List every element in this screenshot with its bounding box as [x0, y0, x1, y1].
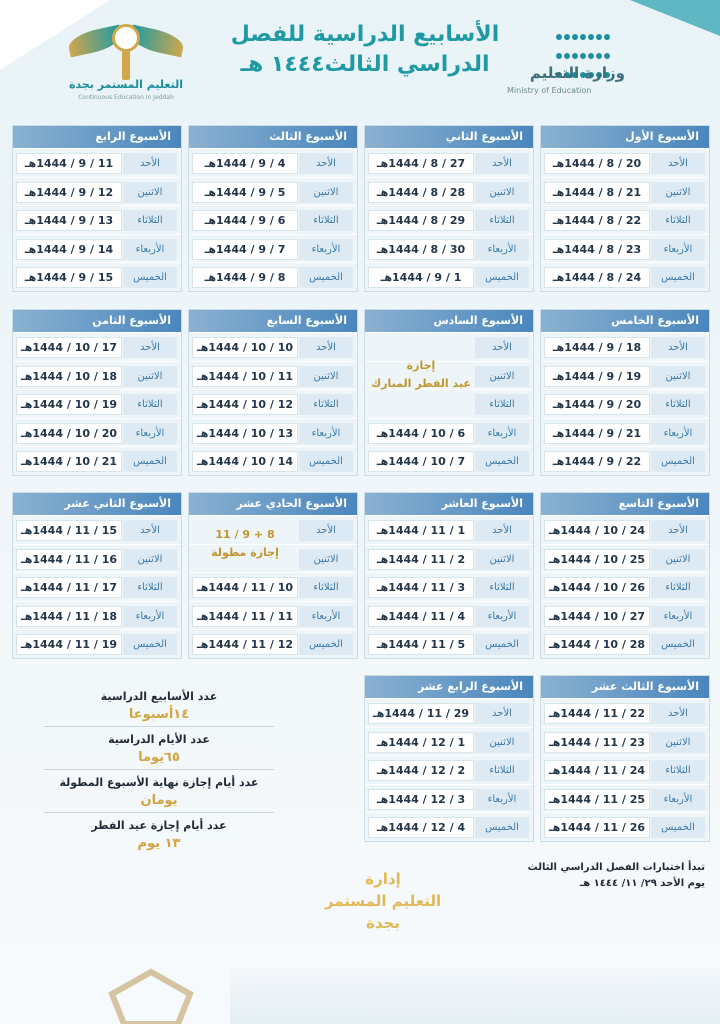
hijri-date: 21 / 8 / 1444هـ: [544, 182, 650, 203]
hijri-date: 28 / 8 / 1444هـ: [368, 182, 474, 203]
hijri-date: 11 / 10 / 1444هـ: [192, 366, 298, 387]
continuous-education-logo: [62, 14, 190, 104]
day-row: [365, 205, 533, 234]
week-title: الأسبوع العاشر: [365, 493, 533, 515]
day-row: [365, 148, 533, 177]
day-name: الاثنين: [475, 732, 529, 753]
hijri-date: 17 / 10 / 1444هـ: [16, 337, 122, 358]
hijri-date: 18 / 10 / 1444هـ: [16, 366, 122, 387]
hijri-date: 22 / 9 / 1444هـ: [544, 451, 650, 472]
day-name: الأربعاء: [651, 423, 705, 444]
day-name: الأربعاء: [651, 239, 705, 260]
stat-label: عدد أيام إجازة نهاية الأسبوع المطولة: [59, 776, 259, 789]
hijri-date: 14 / 9 / 1444هـ: [16, 239, 122, 260]
hijri-date: 26 / 11 / 1444هـ: [544, 817, 650, 838]
week-block: [364, 309, 534, 476]
week-title: الأسبوع الثاني عشر: [13, 493, 181, 515]
day-row: [13, 418, 181, 447]
day-name: الاثنين: [475, 549, 529, 570]
exams-note-line1: تبدأ اختبارات الفصل الدراسي الثالث: [527, 862, 705, 873]
day-name: الاثنين: [299, 182, 353, 203]
hijri-date: 14 / 10 / 1444هـ: [192, 451, 298, 472]
day-name: الثلاثاء: [299, 577, 353, 598]
day-row: [189, 148, 357, 177]
day-name: الثلاثاء: [123, 577, 177, 598]
hijri-date: 21 / 9 / 1444هـ: [544, 423, 650, 444]
ministry-dots-icon: [555, 26, 621, 56]
logo-circle-icon: [112, 24, 140, 52]
hijri-date: 1 / 12 / 1444هـ: [368, 732, 474, 753]
week-block: [364, 125, 534, 292]
week-block: [540, 309, 710, 476]
admin-line3: بجدة: [366, 914, 400, 932]
day-row: [13, 629, 181, 658]
hijri-date: 23 / 8 / 1444هـ: [544, 239, 650, 260]
hijri-date: 23 / 11 / 1444هـ: [544, 732, 650, 753]
hijri-date: 19 / 10 / 1444هـ: [16, 394, 122, 415]
hijri-date: 21 / 10 / 1444هـ: [16, 451, 122, 472]
day-row: [365, 629, 533, 658]
day-row: [365, 755, 533, 784]
hijri-date: 20 / 9 / 1444هـ: [544, 394, 650, 415]
hijri-date: 6 / 10 / 1444هـ: [368, 423, 474, 444]
day-row: [13, 332, 181, 361]
day-row: [189, 389, 357, 418]
day-row: [365, 784, 533, 813]
day-row: [365, 727, 533, 756]
holiday-note-line2: إجازة مطولة: [211, 545, 279, 559]
footer-band: [230, 968, 720, 1024]
stat-label: عدد الأيام الدراسية: [108, 733, 210, 746]
hijri-date: 16 / 11 / 1444هـ: [16, 549, 122, 570]
day-row: [13, 572, 181, 601]
week-block: [364, 675, 534, 842]
day-row: [541, 698, 709, 727]
stat-eid-holiday: [44, 817, 274, 855]
hijri-date: 18 / 11 / 1444هـ: [16, 606, 122, 627]
day-name: الأربعاء: [123, 606, 177, 627]
hijri-date: 3 / 12 / 1444هـ: [368, 789, 474, 810]
day-name: الاثنين: [475, 366, 529, 387]
day-row: [541, 572, 709, 601]
day-name: الخميس: [651, 634, 705, 655]
hijri-date: 28 / 10 / 1444هـ: [544, 634, 650, 655]
hijri-date: 5 / 11 / 1444هـ: [368, 634, 474, 655]
page-title-line1: الأسابيع الدراسية للفصل: [230, 22, 500, 47]
stat-value: يومان: [140, 793, 178, 808]
holiday-note-line1: إجازة: [406, 358, 436, 372]
hijri-date: 19 / 11 / 1444هـ: [16, 634, 122, 655]
day-name: الثلاثاء: [651, 210, 705, 231]
day-row: [541, 727, 709, 756]
ministry-name-english: Ministry of Education: [507, 86, 592, 95]
day-row: [541, 418, 709, 447]
day-name: الاثنين: [123, 549, 177, 570]
day-name: الاثنين: [123, 366, 177, 387]
day-name: الخميس: [475, 817, 529, 838]
day-name: الأحد: [299, 520, 353, 541]
day-row: [13, 234, 181, 263]
stat-weeks: [44, 688, 274, 727]
hijri-date: 17 / 11 / 1444هـ: [16, 577, 122, 598]
day-row: [365, 234, 533, 263]
admin-line1: إدارة: [365, 870, 401, 888]
page-title-line2: الدراسي الثالث١٤٤٤ هـ: [240, 52, 490, 77]
day-row: [541, 332, 709, 361]
holiday-note: [192, 526, 298, 562]
ministry-logo: [505, 22, 625, 102]
week-block: [12, 309, 182, 476]
day-row: [13, 544, 181, 573]
day-row: [365, 515, 533, 544]
day-row: [541, 812, 709, 841]
hijri-date: 2 / 12 / 1444هـ: [368, 760, 474, 781]
holiday-note-line1: 8 + 9 / 11: [215, 527, 275, 541]
day-name: الاثنين: [299, 366, 353, 387]
week-block: [12, 492, 182, 659]
week-block: [540, 675, 710, 842]
hijri-date: 15 / 11 / 1444هـ: [16, 520, 122, 541]
hijri-date: 10 / 11 / 1444هـ: [192, 577, 298, 598]
week-title: الأسبوع الرابع: [13, 126, 181, 148]
day-name: الاثنين: [299, 549, 353, 570]
day-row: [541, 148, 709, 177]
week-block: [12, 125, 182, 292]
day-name: الأحد: [123, 153, 177, 174]
admin-line2: التعليم المستمر: [324, 892, 442, 910]
day-name: الخميس: [299, 634, 353, 655]
hijri-date: 22 / 8 / 1444هـ: [544, 210, 650, 231]
day-row: [365, 698, 533, 727]
hijri-date: 11 / 9 / 1444هـ: [16, 153, 122, 174]
hijri-date: 7 / 10 / 1444هـ: [368, 451, 474, 472]
day-row: [541, 784, 709, 813]
stat-value: ١٣ يوم: [137, 836, 181, 851]
day-name: الخميس: [123, 634, 177, 655]
week-title: الأسبوع الحادي عشر: [189, 493, 357, 515]
day-row: [365, 812, 533, 841]
week-block: [188, 309, 358, 476]
day-row: [13, 148, 181, 177]
day-row: [365, 446, 533, 475]
day-name: الأحد: [651, 337, 705, 358]
day-row: [365, 544, 533, 573]
day-name: الخميس: [651, 267, 705, 288]
day-name: الأحد: [475, 703, 529, 724]
summary-stats: [44, 688, 274, 859]
day-name: الثلاثاء: [475, 760, 529, 781]
day-row: [541, 262, 709, 291]
holiday-note-line2: عيد الفطر المبارك: [371, 376, 471, 390]
day-row: [189, 262, 357, 291]
day-name: الأربعاء: [475, 606, 529, 627]
stat-days: [44, 731, 274, 770]
day-name: الأحد: [651, 703, 705, 724]
day-name: الأحد: [475, 337, 529, 358]
day-row: [365, 572, 533, 601]
week-block: [364, 492, 534, 659]
pentagon-decoration-icon: [108, 968, 194, 1024]
day-name: الثلاثاء: [123, 210, 177, 231]
day-row: [13, 389, 181, 418]
hijri-date: 10 / 10 / 1444هـ: [192, 337, 298, 358]
day-name: الأربعاء: [475, 239, 529, 260]
day-name: الاثنين: [123, 182, 177, 203]
day-name: الخميس: [651, 451, 705, 472]
day-row: [189, 177, 357, 206]
page-header: [0, 0, 720, 118]
week-title: الأسبوع الثامن: [13, 310, 181, 332]
week-block: [540, 492, 710, 659]
day-row: [365, 601, 533, 630]
week-block: [540, 125, 710, 292]
day-row: [13, 177, 181, 206]
stat-value: ٦٥يوما: [138, 750, 180, 765]
day-name: الأربعاء: [123, 239, 177, 260]
day-row: [189, 361, 357, 390]
day-name: الأحد: [299, 337, 353, 358]
day-name: الخميس: [123, 451, 177, 472]
day-name: الثلاثاء: [651, 577, 705, 598]
hijri-date: 15 / 9 / 1444هـ: [16, 267, 122, 288]
day-row: [189, 234, 357, 263]
day-name: الأحد: [475, 520, 529, 541]
hijri-date: 8 / 9 / 1444هـ: [192, 267, 298, 288]
day-row: [365, 418, 533, 447]
day-row: [189, 332, 357, 361]
day-row: [365, 177, 533, 206]
stat-long-weekend: [44, 774, 274, 813]
day-name: الخميس: [475, 634, 529, 655]
hijri-date: 11 / 11 / 1444هـ: [192, 606, 298, 627]
logo-stem-icon: [122, 50, 130, 80]
day-name: الثلاثاء: [299, 210, 353, 231]
week-title: الأسبوع الرابع عشر: [365, 676, 533, 698]
hijri-date: 30 / 8 / 1444هـ: [368, 239, 474, 260]
day-name: الخميس: [123, 267, 177, 288]
day-row: [13, 515, 181, 544]
day-name: الاثنين: [651, 732, 705, 753]
day-row: [365, 389, 533, 418]
day-name: الاثنين: [475, 182, 529, 203]
ce-logo-english: Continuous Education in Jeddah: [78, 94, 174, 101]
day-row: [541, 629, 709, 658]
day-name: الأربعاء: [299, 606, 353, 627]
hijri-date: 19 / 9 / 1444هـ: [544, 366, 650, 387]
day-row: [13, 262, 181, 291]
day-name: الخميس: [299, 451, 353, 472]
day-name: الثلاثاء: [475, 394, 529, 415]
week-title: الأسبوع السادس: [365, 310, 533, 332]
week-title: الأسبوع الخامس: [541, 310, 709, 332]
day-row: [365, 262, 533, 291]
day-row: [541, 389, 709, 418]
stat-label: عدد الأسابيع الدراسية: [100, 690, 218, 703]
page-title: [230, 20, 500, 80]
day-name: الثلاثاء: [651, 394, 705, 415]
hijri-date: 6 / 9 / 1444هـ: [192, 210, 298, 231]
day-name: الخميس: [651, 817, 705, 838]
hijri-date: 25 / 11 / 1444هـ: [544, 789, 650, 810]
day-name: الأربعاء: [299, 239, 353, 260]
exams-note-line2: يوم الأحد ٢٩/ ١١/ ١٤٤٤ هـ: [579, 878, 705, 889]
day-name: الأحد: [123, 337, 177, 358]
day-name: الثلاثاء: [651, 760, 705, 781]
day-row: [189, 205, 357, 234]
hijri-date: 27 / 10 / 1444هـ: [544, 606, 650, 627]
day-row: [189, 446, 357, 475]
hijri-date: 5 / 9 / 1444هـ: [192, 182, 298, 203]
hijri-date: 18 / 9 / 1444هـ: [544, 337, 650, 358]
day-row: [541, 601, 709, 630]
hijri-date: 4 / 9 / 1444هـ: [192, 153, 298, 174]
hijri-date: 4 / 11 / 1444هـ: [368, 606, 474, 627]
day-row: [541, 361, 709, 390]
day-row: [541, 205, 709, 234]
day-row: [541, 446, 709, 475]
week-block: [188, 492, 358, 659]
hijri-date: 24 / 11 / 1444هـ: [544, 760, 650, 781]
day-name: الاثنين: [651, 366, 705, 387]
day-name: الخميس: [475, 267, 529, 288]
hijri-date: 26 / 10 / 1444هـ: [544, 577, 650, 598]
week-title: الأسبوع السابع: [189, 310, 357, 332]
hijri-date: 12 / 11 / 1444هـ: [192, 634, 298, 655]
week-block: [188, 125, 358, 292]
day-row: [189, 572, 357, 601]
hijri-date: 2 / 11 / 1444هـ: [368, 549, 474, 570]
stat-value: ١٤أسبوعا: [128, 707, 190, 722]
day-row: [189, 629, 357, 658]
ce-logo-name: التعليم المستمر بجدة: [69, 78, 183, 91]
day-name: الخميس: [299, 267, 353, 288]
hijri-date: 3 / 11 / 1444هـ: [368, 577, 474, 598]
week-title: الأسبوع الثالث عشر: [541, 676, 709, 698]
hijri-date: 12 / 9 / 1444هـ: [16, 182, 122, 203]
day-name: الأربعاء: [651, 606, 705, 627]
day-name: الأربعاء: [123, 423, 177, 444]
hijri-date: 22 / 11 / 1444هـ: [544, 703, 650, 724]
day-name: الثلاثاء: [475, 210, 529, 231]
day-row: [541, 755, 709, 784]
day-name: الخميس: [475, 451, 529, 472]
day-row: [13, 601, 181, 630]
day-name: الأحد: [299, 153, 353, 174]
day-name: الأربعاء: [299, 423, 353, 444]
ministry-name: وزارة التعليم: [529, 64, 625, 82]
day-row: [13, 205, 181, 234]
day-name: الأحد: [651, 153, 705, 174]
week-title: الأسبوع الأول: [541, 126, 709, 148]
day-name: الأحد: [651, 520, 705, 541]
day-row: [541, 515, 709, 544]
hijri-date: 24 / 8 / 1444هـ: [544, 267, 650, 288]
day-row: [189, 418, 357, 447]
day-row: [541, 177, 709, 206]
day-name: الثلاثاء: [299, 394, 353, 415]
hijri-date: 13 / 10 / 1444هـ: [192, 423, 298, 444]
exams-note: [505, 860, 705, 892]
day-name: الأربعاء: [651, 789, 705, 810]
day-name: الأحد: [123, 520, 177, 541]
hijri-date: 20 / 10 / 1444هـ: [16, 423, 122, 444]
day-name: الثلاثاء: [475, 577, 529, 598]
day-row: [541, 544, 709, 573]
day-row: [13, 361, 181, 390]
admin-watermark: [318, 868, 448, 934]
hijri-date: 7 / 9 / 1444هـ: [192, 239, 298, 260]
week-title: الأسبوع الثالث: [189, 126, 357, 148]
hijri-date: 24 / 10 / 1444هـ: [544, 520, 650, 541]
hijri-date: 20 / 8 / 1444هـ: [544, 153, 650, 174]
day-name: الثلاثاء: [123, 394, 177, 415]
day-row: [189, 601, 357, 630]
stat-label: عدد أيام إجازة عيد الفطر: [91, 819, 227, 832]
hijri-date: 13 / 9 / 1444هـ: [16, 210, 122, 231]
hijri-date: 4 / 12 / 1444هـ: [368, 817, 474, 838]
hijri-date: 29 / 11 / 1444هـ: [368, 703, 474, 724]
day-row: [541, 234, 709, 263]
day-name: الاثنين: [651, 182, 705, 203]
hijri-date: 29 / 8 / 1444هـ: [368, 210, 474, 231]
day-name: الأحد: [475, 153, 529, 174]
day-name: الأربعاء: [475, 423, 529, 444]
day-row: [13, 446, 181, 475]
hijri-date: 12 / 10 / 1444هـ: [192, 394, 298, 415]
week-title: الأسبوع التاسع: [541, 493, 709, 515]
day-name: الاثنين: [651, 549, 705, 570]
week-title: الأسبوع الثاني: [365, 126, 533, 148]
hijri-date: 1 / 9 / 1444هـ: [368, 267, 474, 288]
day-name: الأربعاء: [475, 789, 529, 810]
holiday-note: [368, 357, 474, 393]
hijri-date: 1 / 11 / 1444هـ: [368, 520, 474, 541]
hijri-date: 25 / 10 / 1444هـ: [544, 549, 650, 570]
hijri-date: 27 / 8 / 1444هـ: [368, 153, 474, 174]
